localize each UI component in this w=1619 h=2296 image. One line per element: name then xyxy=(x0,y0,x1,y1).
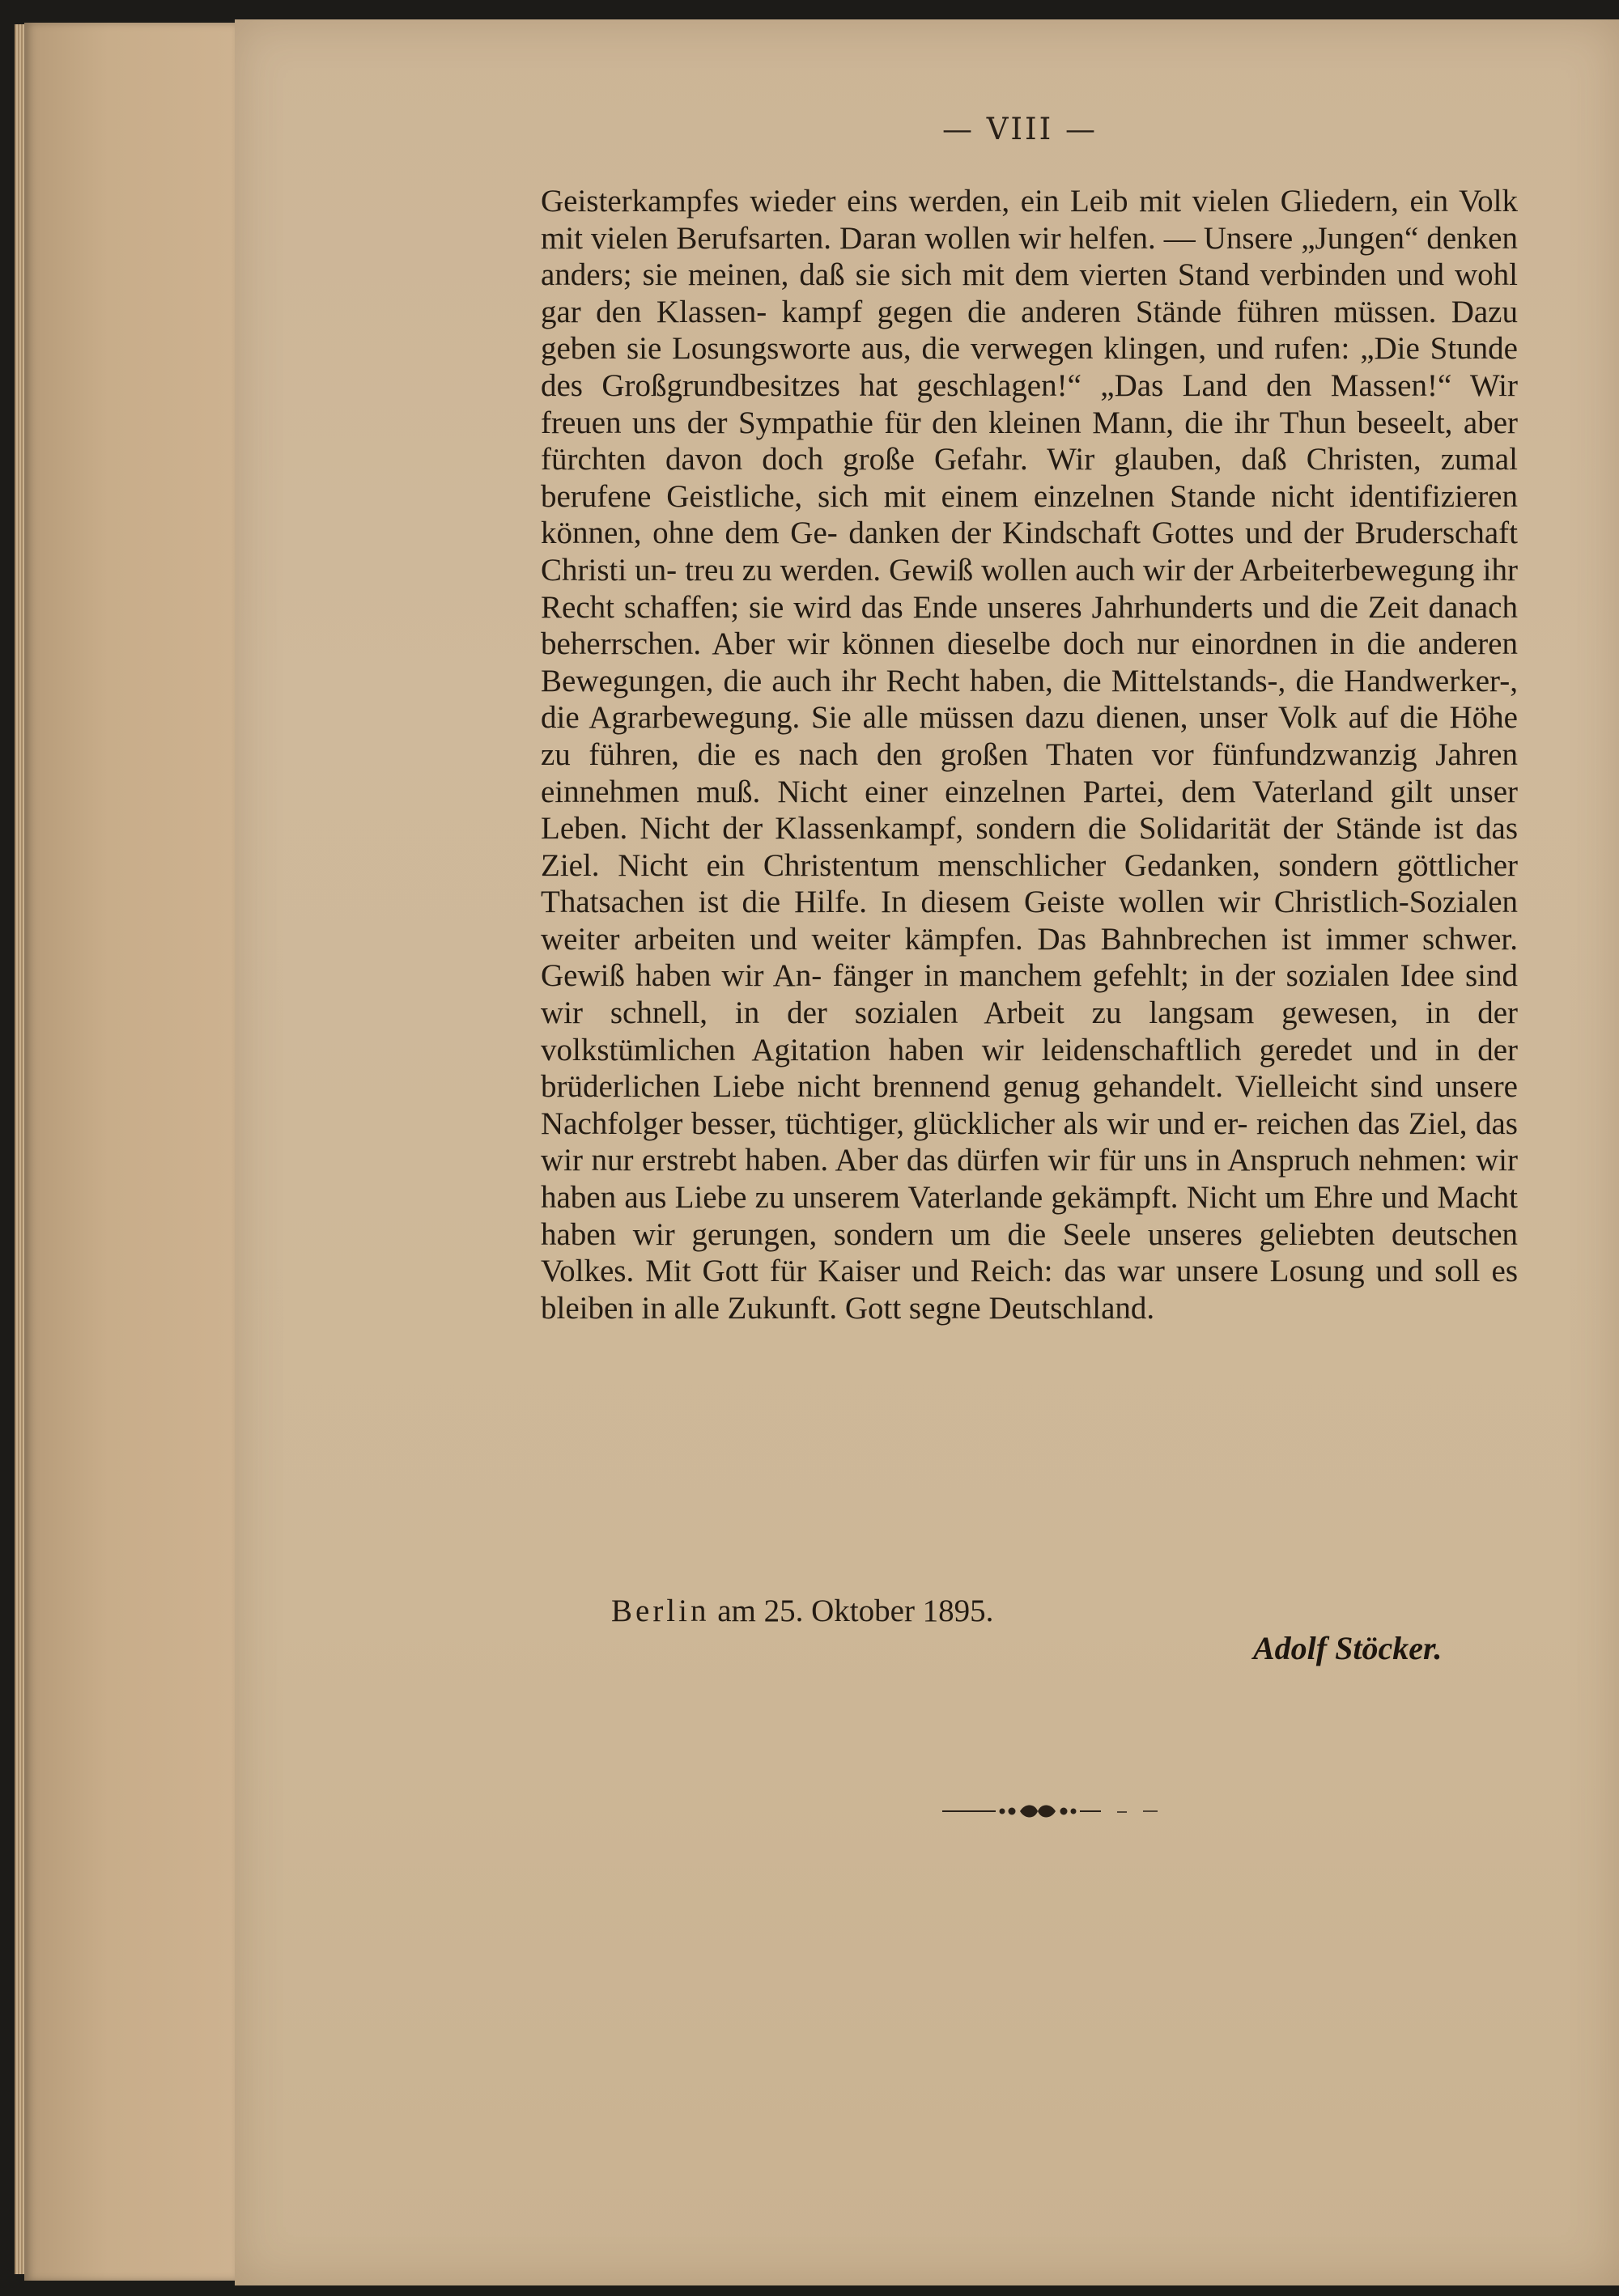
previous-page xyxy=(24,23,237,2281)
place: Berlin xyxy=(611,1594,710,1628)
date: am 25. Oktober 1895. xyxy=(717,1594,994,1628)
place-and-date xyxy=(611,1593,993,1630)
page-number: — VIII — xyxy=(941,112,1098,146)
closing-ornament-icon xyxy=(939,1795,1174,1827)
body-text: Geisterkampfes wieder eins werden, ein Leib mit vielen Gliedern, ein Volk mit vielen Berufsarten. Daran wollen wir helfen. — Unsere „Jungen“ denken anders; sie meinen, daß sie sich mit dem vierten Stand verbinden und wohl gar den Klassen- kampf gegen die anderen Stände führen müssen. Dazu geben sie Losungsworte aus, die verwegen klingen, und rufen: „Die Stunde des Großgrundbesitzes hat geschlagen!“ „Das Land den Massen!“ Wir freuen uns der Sympathie für den kleinen Mann, die ihr Thun beseelt, aber fürchten davon doch große Gefahr. Wir glauben, daß Christen, zumal berufene Geistliche, sich mit einem einzelnen Stande nicht identifizieren können, ohne dem Ge- danken der Kindschaft Gottes und der Bruderschaft Christi un- treu zu werden. Gewiß wollen auch wir der Arbeiterbewegung ihr Recht schaffen; sie wird das Ende unseres Jahrhunderts und die Zeit danach beherrschen. Aber wir können dieselbe doch nur einordnen in die anderen Bewegungen, die auch ihr Recht haben, die Mittelstands-, die Handwerker-, die Agrarbewegung. Sie alle müssen dazu dienen, unser Volk auf die Höhe zu führen, die es nach den großen Thaten vor fünfundzwanzig Jahren einnehmen muß. Nicht einer einzelnen Partei, dem Vaterland gilt unser Leben. Nicht der Klassenkampf, sondern die Solidarität der Stände ist das Ziel. Nicht ein Christentum menschlicher Gedanken, sondern göttlicher Thatsachen ist die Hilfe. In diesem Geiste wollen wir Christlich-Sozialen weiter arbeiten und weiter kämpfen. Das Bahnbrechen ist immer schwer. Gewiß haben wir An- fänger in manchem gefehlt; in der sozialen Idee sind wir schnell, in der sozialen Arbeit zu langsam gewesen, in der volkstümlichen Agitation haben wir leidenschaftlich geredet und in der brüderlichen Liebe nicht brennend genug gehandelt. Vielleicht sind unsere Nachfolger besser, tüchtiger, glücklicher als wir und er- reichen das Ziel, das wir nur erstrebt haben. Aber das dürfen wir für uns in Anspruch nehmen: wir haben aus Liebe zu unserem Vaterlande gekämpft. Nicht um Ehre und Macht haben wir gerungen, sondern um die Seele unseres geliebten deutschen Volkes. Mit Gott für Kaiser und Reich: das war unsere Losung und soll es bleiben in alle Zukunft. Gott segne Deutschland. xyxy=(541,184,1518,1326)
signature: Adolf Stöcker. xyxy=(1253,1630,1443,1666)
